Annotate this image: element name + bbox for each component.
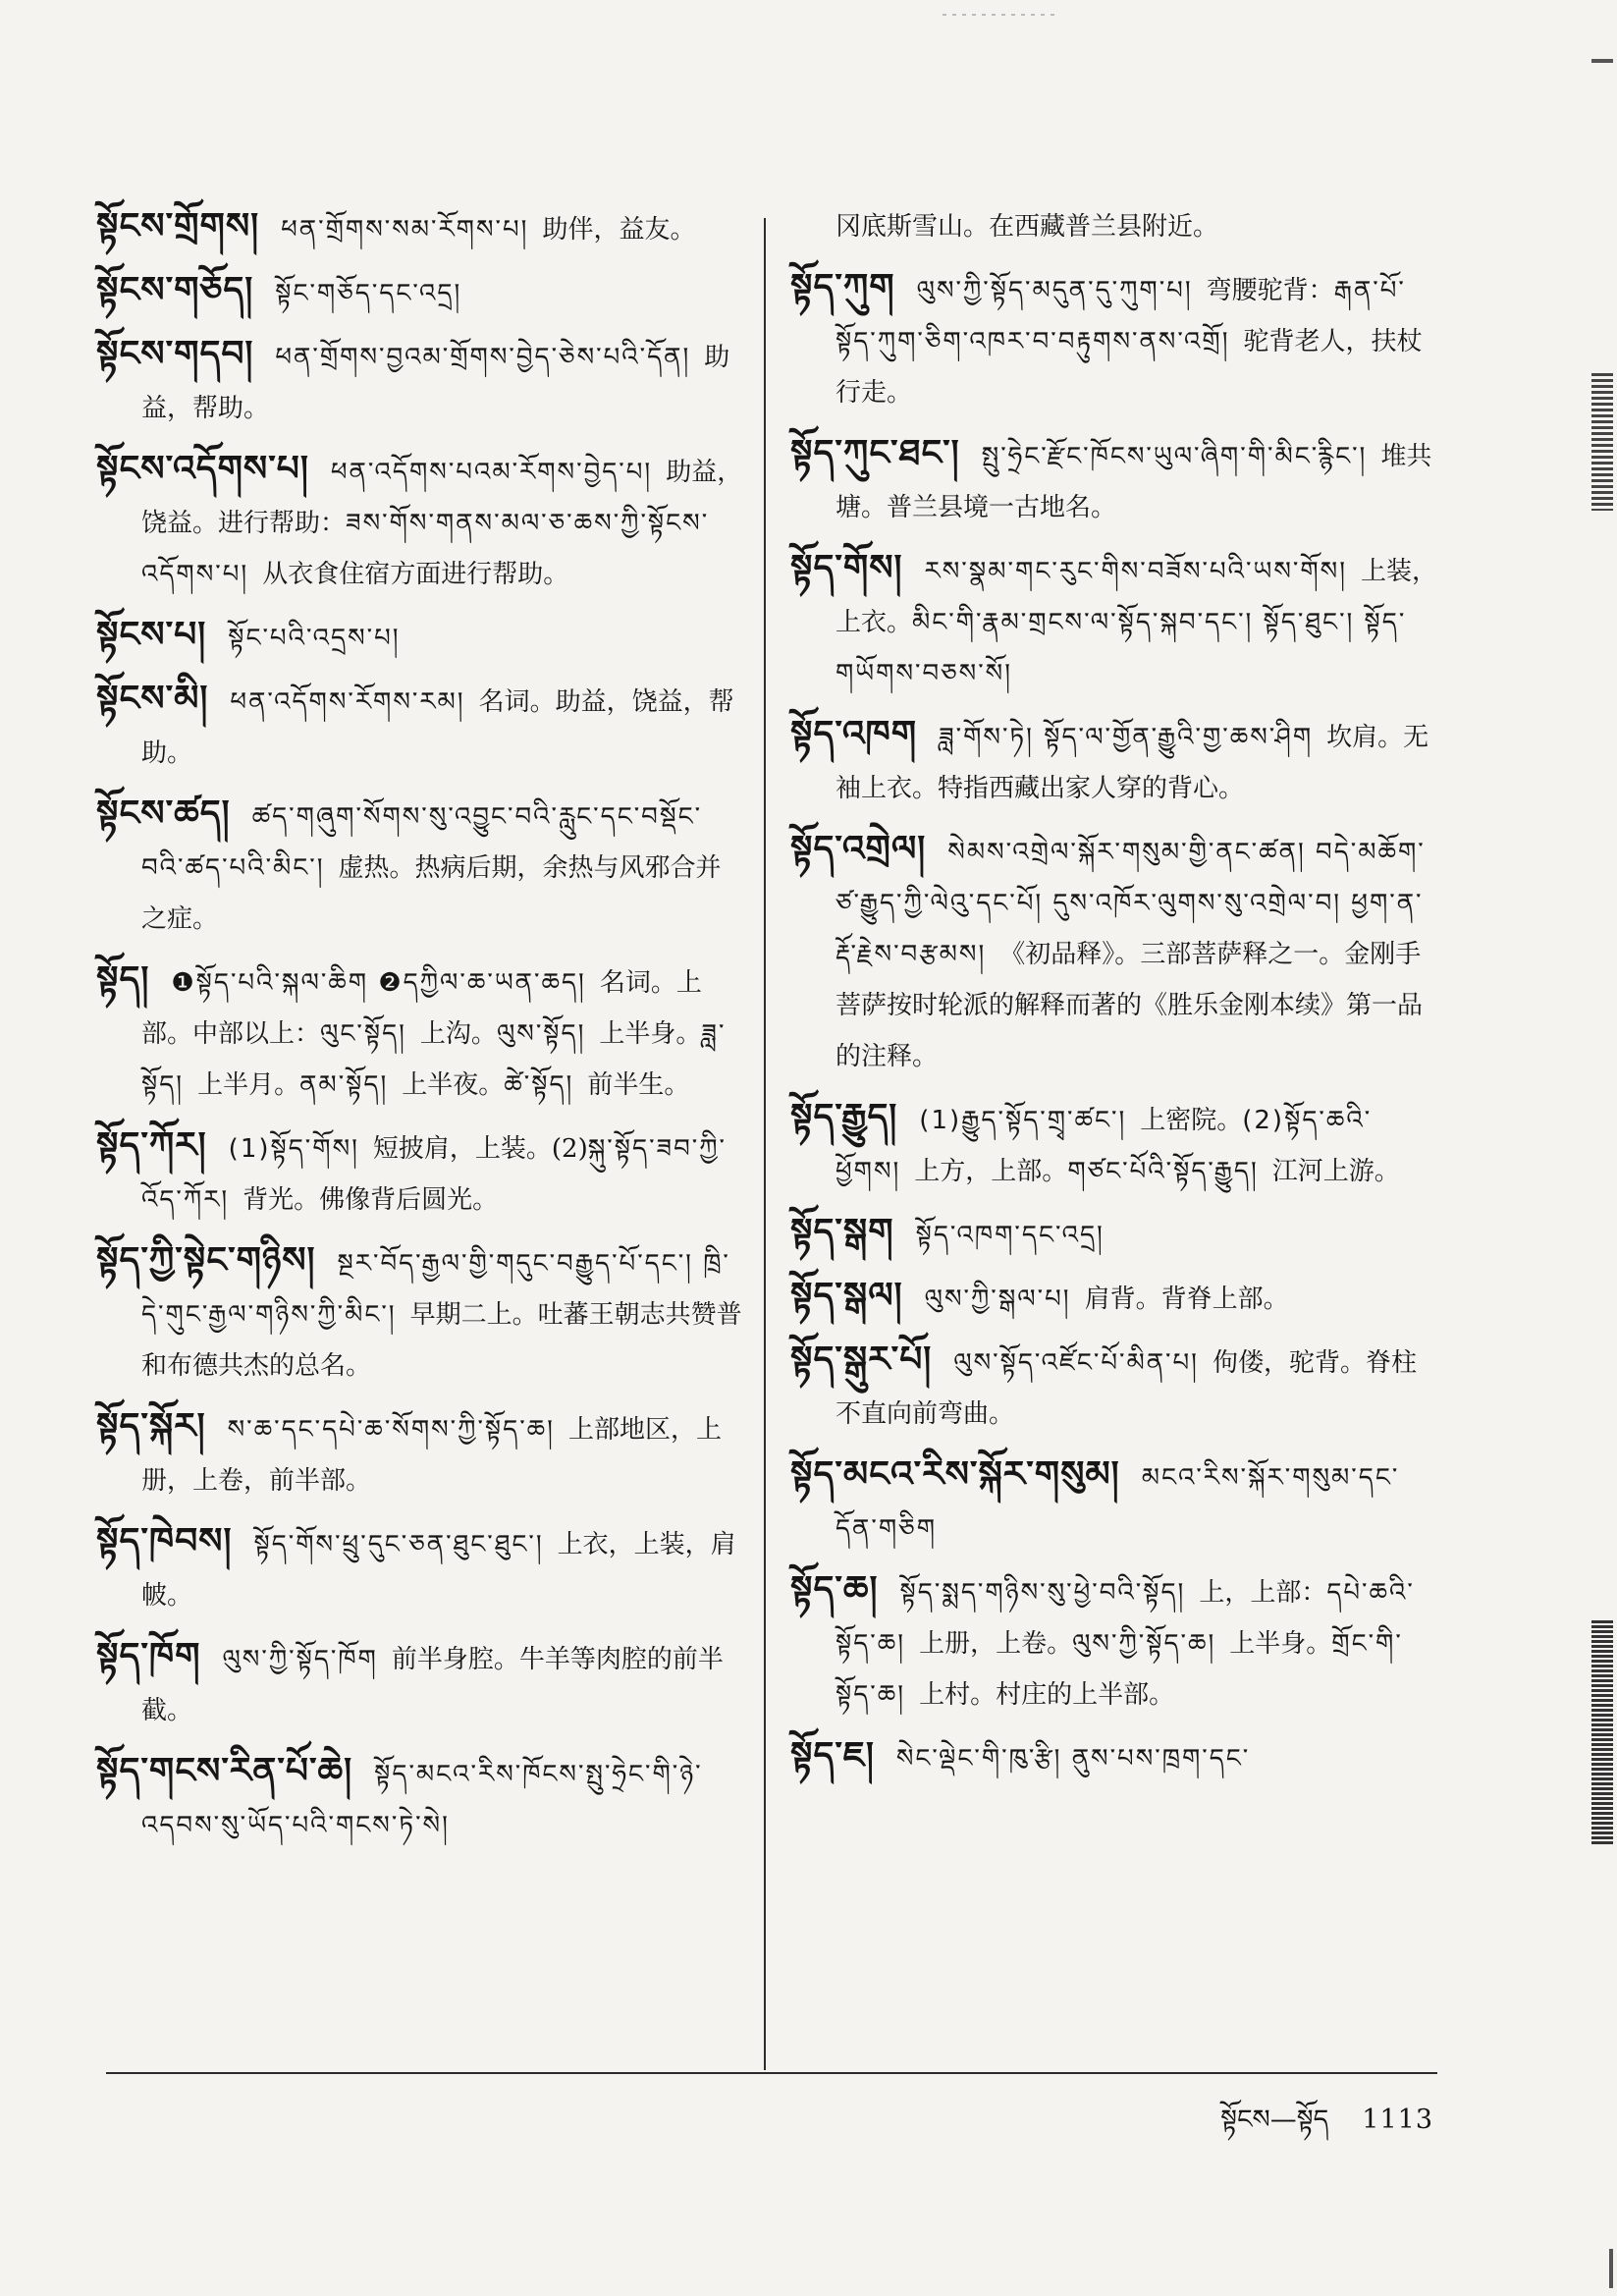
tibetan-definition: (1)སྟོད་གོས། (228, 1134, 359, 1164)
headword: སྟོད་ཀུག (790, 267, 895, 307)
tibetan-definition: སེམས་འགྲེལ་སྐོར་གསུམ་གྱི་ནང་ཚན། བདེ་མཆོག་ཙ་རྒྱུད་ཀྱི་ལེའུ་དང་པོ། དུས་འཁོར་ལུགས་སུ་འགྲེལ་བ། ཕྱག་ན་རྡོ་རྗེས་བརྩམས། (835, 838, 1426, 969)
chinese-definition: 佝偻，驼背。脊柱不直向前弯曲。 (835, 1348, 1417, 1429)
tibetan-example: (2)སྟོད་ཆའི་ཕྱོགས། (835, 1106, 1373, 1186)
entry (96, 1121, 744, 1226)
headword: སྟོད་ཁོག (96, 1636, 201, 1676)
entry (96, 674, 744, 779)
chinese-definition: 助伴，益友。 (542, 215, 696, 245)
tibetan-definition: ཕན་འདོགས་པའམ་རོགས་བྱེད་པ། (330, 458, 653, 487)
entry (790, 1564, 1438, 1721)
chinese-definition: 上，上部： (1199, 1578, 1327, 1608)
headword: སྟོད་གོས། (790, 548, 903, 588)
edge-tick (1591, 373, 1613, 511)
tibetan-definition: སེང་ལྡེང་གི་ཁུ་རྩི། ནུས་པས་ཁྲག་དང་ (895, 1744, 1251, 1774)
chinese-example: 上方，上部。 (914, 1157, 1068, 1186)
tibetan-definition: ❶སྟོད་པའི་སྐལ་ཆིག ❷དཀྱིལ་ཆ་ཡན་ཆད། (171, 968, 586, 998)
chinese-example: 上村。村庄的上半部。 (919, 1680, 1175, 1710)
entry (96, 444, 744, 600)
headword: སྟོད། (96, 959, 150, 1000)
column-divider (764, 218, 766, 2070)
chinese-definition: 上装，上衣。 (835, 557, 1438, 637)
tibetan-example: སྐུ་སྟོད་ཟབ་ཀྱི་འོད་ཀོར། (141, 1134, 727, 1215)
tibetan-example: ལུས་སྟོད། (496, 1019, 586, 1049)
chinese-definition: 堆共塘。普兰县境一古地名。 (835, 442, 1432, 522)
chinese-definition: 助益，饶益。进行帮助： (141, 458, 743, 538)
tibetan-definition: སྟོད་གོས་ཕྲུ་དུང་ཅན་ཐུང་ཐུང་། (253, 1530, 544, 1559)
tibetan-definition: སྔར་བོད་རྒྱལ་གྱི་གདུང་བརྒྱུད་པོ་དང་། ཁྲི་དེ་གུང་རྒྱལ་གཉིས་ཀྱི་མིང་། (141, 1249, 730, 1330)
tibetan-definition: ལུས་ཀྱི་སྟོད་ཁོག (222, 1645, 378, 1674)
tibetan-example: ལུང་སྟོད། (320, 1019, 406, 1049)
tibetan-example: ཚེ་སྟོད། (504, 1070, 574, 1100)
headword: སྟོད་ཆ། (790, 1569, 879, 1610)
headword: སྟོད་འཁག (790, 714, 918, 754)
headword: སྟོད་མངའ་རིས་སྐོར་གསུམ། (790, 1454, 1120, 1495)
entry (96, 789, 744, 945)
entry-continuation (790, 201, 1438, 252)
tibetan-definition: སྟོད་འཁག་དང་འདྲ། (915, 1221, 1105, 1250)
chinese-example: 前半生。 (587, 1070, 690, 1100)
entry (96, 955, 744, 1111)
left-column (96, 201, 744, 1861)
tibetan-definition: སྟོད་སྨད་གཉིས་སུ་ཕྱེ་བའི་སྟོད། (899, 1578, 1186, 1608)
entry (96, 610, 744, 664)
headword: སྟོད་ཀུང་ཐང་། (790, 433, 960, 473)
entry (790, 1271, 1438, 1325)
headword: སྟོངས་ཚད། (96, 793, 231, 834)
headword: སྟོད་རྒྱུད། (790, 1097, 898, 1137)
entry (790, 262, 1438, 418)
headword: སྟོངས་པ། (96, 615, 207, 655)
tibetan-definition: ཕན་གྲོགས་བྱའམ་གྲོགས་བྱེད་ཅེས་པའི་དོན། (275, 343, 691, 372)
tibetan-example: གཙང་པོའི་སྟོད་རྒྱུད། (1067, 1157, 1259, 1186)
entry (790, 1335, 1438, 1440)
entry (96, 1516, 744, 1621)
chinese-definition: 前半身腔。牛羊等肉腔的前半截。 (141, 1645, 724, 1725)
headword: སྟོད་སྐོར། (96, 1406, 206, 1447)
tibetan-definition: རས་སྣམ་གང་རུང་གིས་བཟོས་པའི་ཡས་གོས། (924, 557, 1347, 586)
chinese-definition: 《初品释》。三部菩萨释之一。金刚手菩萨按时轮派的解释而著的《胜乐金刚本续》第一品的注释。 (835, 940, 1424, 1071)
scan-edge-marks (1584, 0, 1617, 2296)
chinese-example: 上册，上卷。 (919, 1629, 1073, 1659)
chinese-example: 上沟。 (419, 1019, 497, 1049)
page-number: 1113 (1362, 2105, 1433, 2135)
chinese-definition: 助益，帮助。 (141, 343, 730, 423)
entry (96, 1235, 744, 1392)
headword: སྟོངས་མི། (96, 679, 209, 719)
tibetan-example: ནམ་སྟོད། (299, 1070, 389, 1100)
edge-tick (1591, 59, 1613, 63)
tibetan-example: དཔེ་ཆའི་སྟོད་ཆ། (835, 1578, 1415, 1659)
tibetan-definition: ལུས་ཀྱི་སྒལ་པ། (924, 1285, 1071, 1314)
headword: སྟོངས་འདོགས་པ། (96, 449, 309, 489)
edge-tick (1591, 1620, 1613, 1846)
chinese-definition: 肩背。背脊上部。 (1084, 1285, 1289, 1314)
chinese-definition: 冈底斯雪山。在西藏普兰县附近。 (835, 212, 1219, 242)
chinese-example: 背光。佛像背后圆光。 (243, 1185, 499, 1215)
entry (790, 428, 1438, 533)
entry (790, 1730, 1438, 1784)
chinese-example: 上半身。 (599, 1019, 702, 1049)
tibetan-definition: ལུས་སྟོད་འཛོང་པོ་མིན་པ། (953, 1348, 1199, 1378)
entry (96, 1746, 744, 1851)
entry (790, 543, 1438, 699)
scan-artifact-dots (943, 14, 1060, 16)
headword: སྟོངས་གྲོགས། (96, 206, 260, 246)
tibetan-definition: སྟོང་གཅོད་དང་འདྲ། (275, 279, 462, 308)
entry (96, 201, 744, 255)
headword: སྟོད་ཀྱི་སྟེང་གཉིས། (96, 1240, 316, 1281)
entry (96, 265, 744, 319)
tibetan-definition: ལུས་ཀྱི་སྟོད་མདུན་དུ་ཀུག་པ། (916, 276, 1193, 305)
chinese-definition: 上衣，上装，肩帔。 (141, 1530, 736, 1611)
chinese-definition: 早期二上。吐蕃王朝志共赞普和布德共杰的总名。 (141, 1300, 742, 1381)
tibetan-example: མིང་གི་རྣམ་གྲངས་ལ་སྟོད་སྐབ་དང་། སྟོད་ཐུང་། སྟོད་གཡོགས་བཅས་སོ། (835, 608, 1407, 688)
headword: སྟོད་འགྲེལ། (790, 829, 927, 869)
chinese-definition: 坎肩。无袖上衣。特指西藏出家人穿的背心。 (835, 723, 1429, 803)
entry (96, 1401, 744, 1506)
headword: སྟོད་སྒལ། (790, 1276, 903, 1316)
headword: སྟོད་ཇ། (790, 1735, 875, 1776)
chinese-example: 上半月。 (197, 1070, 300, 1100)
tibetan-definition: སྤུ་ཧྲེང་རྫོང་ཁོངས་ཡུལ་ཞིག་གི་མིང་རྙིང་། (981, 442, 1368, 471)
headword: སྟོད་ཁེབས། (96, 1521, 233, 1561)
tibetan-example: གྲོང་གི་སྟོད་ཆ། (835, 1629, 1403, 1710)
chinese-definition: 短披肩，上装。(2) (372, 1134, 588, 1164)
chinese-definition: 虚热。热病后期，余热与风邪合并之症。 (141, 853, 722, 934)
chinese-example: 上半身。 (1229, 1629, 1332, 1659)
entry (790, 709, 1438, 814)
chinese-example: 驼背老人，扶杖行走。 (835, 327, 1423, 408)
entry (790, 1092, 1438, 1197)
tibetan-example: རྒན་པོ་སྟོད་ཀུག་ཅིག་འཁར་བ་བརྟུགས་ནས་འགྲོ། (835, 276, 1406, 356)
tibetan-definition: ཕན་གྲོགས་སམ་རོགས་པ། (281, 215, 529, 245)
headword: སྟོད་སྒུར་པོ། (790, 1339, 933, 1380)
headword: སྟོངས་གཅོད། (96, 270, 254, 310)
entry (790, 824, 1438, 1082)
chinese-example: 从衣食住宿方面进行帮助。 (262, 560, 569, 589)
chinese-definition: 名词。上部。中部以上： (141, 968, 702, 1049)
tibetan-definition: ཟླ་གོས་ཏེ། སྟོད་ལ་གྱོན་རྒྱུའི་གྱ་ཆས་ཤིག (939, 723, 1314, 752)
entry (790, 1449, 1438, 1555)
tibetan-definition: ས་ཆ་དང་དཔེ་ཆ་སོགས་ཀྱི་སྟོད་ཆ། (227, 1415, 555, 1445)
tibetan-definition: (1)རྒྱུད་སྟོད་གྲྭ་ཚང་། (919, 1106, 1127, 1135)
right-column (790, 201, 1438, 1794)
chinese-example: 上半夜。 (402, 1070, 505, 1100)
headword: སྟོད་ཀོར། (96, 1125, 207, 1166)
tibetan-definition: སྟོད་མངའ་རིས་ཁོངས་སྤུ་ཧྲེང་གི་ཉེ་འདབས་སུ་ཡོད་པའི་གངས་ཏེ་སེ། (141, 1760, 703, 1840)
tibetan-example: ཟླ་སྟོད། (141, 1019, 727, 1100)
chinese-definition: 弯腰驼背： (1206, 276, 1334, 305)
tibetan-definition: ཚད་གཞུག་སོགས་སུ་འབྱུང་བའི་རླུང་དང་བསྡོང་བའི་ཚད་པའི་མིང་། (141, 802, 703, 883)
entry (790, 1207, 1438, 1261)
tibetan-definition: སྟོང་པའི་འདྲས་པ། (228, 624, 401, 653)
headword: སྟོད་སྒག (790, 1212, 894, 1252)
chinese-example: 江河上游。 (1271, 1157, 1400, 1186)
footer-rule (106, 2072, 1437, 2074)
tibetan-example: ལུས་ཀྱི་སྟོད་ཆ། (1072, 1629, 1216, 1659)
tibetan-example: ཟས་གོས་གནས་མལ་ཅ་ཆས་ཀྱི་སྟོངས་འདོགས་པ། (141, 509, 710, 589)
headword-range: སྟོངས—སྟོད (1220, 2105, 1329, 2135)
headword: སྟོད་གངས་རིན་པོ་ཆེ། (96, 1751, 353, 1791)
entry (96, 1631, 744, 1736)
chinese-definition: 上密院。 (1140, 1106, 1243, 1135)
entry (96, 329, 744, 434)
page-footer (1139, 2090, 1433, 2164)
tibetan-definition: ཕན་འདོགས་རོགས་རམ། (230, 687, 465, 717)
edge-tick (1609, 2249, 1613, 2288)
headword: སྟོངས་གདབ། (96, 334, 254, 374)
chinese-definition: 上部地区，上册，上卷，前半部。 (141, 1415, 722, 1496)
chinese-definition: 名词。助益，饶益，帮助。 (141, 687, 734, 768)
tibetan-definition: མངའ་རིས་སྐོར་གསུམ་དང་དོན་གཅིག (835, 1463, 1400, 1544)
